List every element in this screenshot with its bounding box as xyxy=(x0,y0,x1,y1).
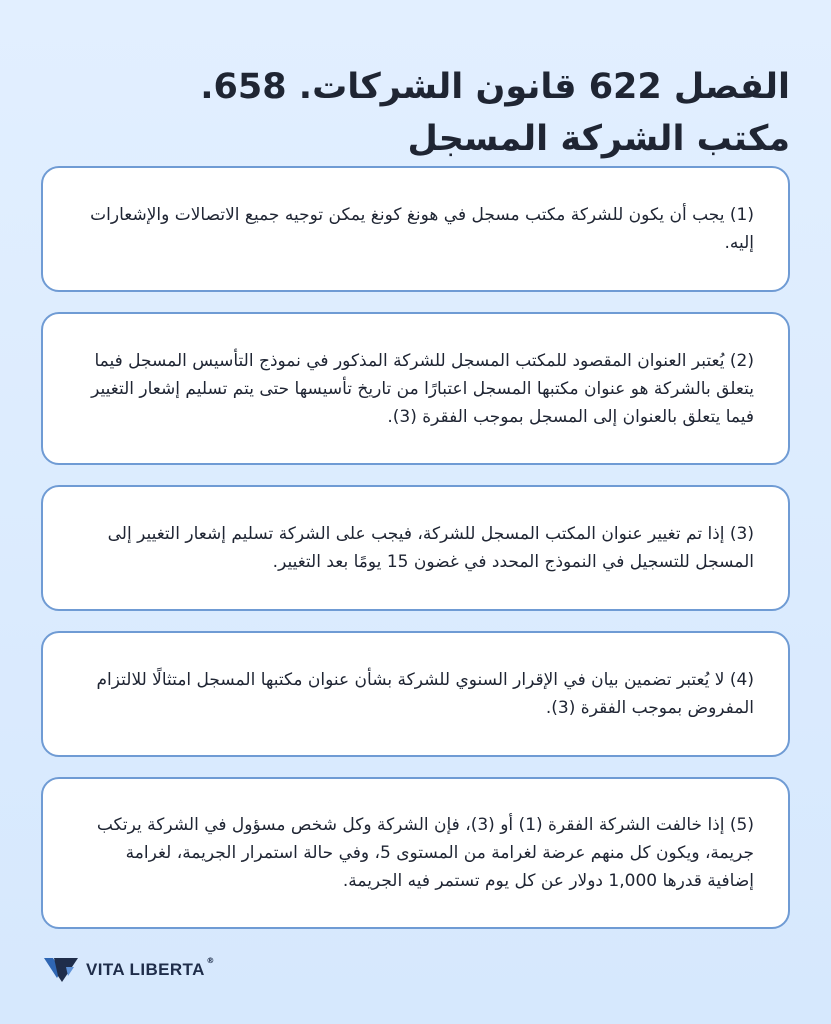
section-card-4 xyxy=(41,631,790,757)
brand-logo xyxy=(44,956,215,982)
title-line-1: الفصل 622 قانون الشركات. 658. xyxy=(200,67,790,108)
section-text-5: (5) إذا خالفت الشركة الفقرة (1) أو (3)، فإن الشركة وكل شخص مسؤول في الشركة يرتكب جريمة، ويكون كل منهم عرضة لغرامة من المستوى 5، وفي حالة استمرار الجريمة، لغرامة إضافية قدرها 1,000 دولار عن كل يوم تستمر فيه الجريمة. xyxy=(96,815,754,891)
section-card-1 xyxy=(41,166,790,292)
section-card-3 xyxy=(41,485,790,611)
page-title xyxy=(40,61,790,165)
section-card-2 xyxy=(41,312,790,465)
logo-text xyxy=(86,956,215,980)
section-text-4: (4) لا يُعتبر تضمين بيان في الإقرار السنوي للشركة بشأن عنوان مكتبها المسجل امتثالًا للالتزام المفروض بموجب الفقرة (3). xyxy=(96,670,754,718)
registered-mark: ® xyxy=(206,956,215,965)
section-text-2: (2) يُعتبر العنوان المقصود للمكتب المسجل للشركة المذكور في نموذج التأسيس المسجل فيما يتعلق بالشركة هو عنوان مكتبها المسجل اعتبارًا من تاريخ تأسيسها حتى يتم تسليم إشعار التغيير فيما يتعلق بالعنوان إلى المسجل بموجب الفقرة (3). xyxy=(91,350,754,427)
title-line-2: مكتب الشركة المسجل xyxy=(407,119,790,160)
section-text-1: (1) يجب أن يكون للشركة مكتب مسجل في هونغ كونغ يمكن توجيه جميع الاتصالات والإشعارات إليه. xyxy=(90,205,754,253)
sections-list xyxy=(41,166,790,949)
section-card-5 xyxy=(41,777,790,929)
vita-liberta-logo-icon xyxy=(44,958,78,982)
section-text-3: (3) إذا تم تغيير عنوان المكتب المسجل للشركة، فيجب على الشركة تسليم إشعار التغيير إلى المسجل للتسجيل في النموذج المحدد في غضون 15 يومًا بعد التغيير. xyxy=(107,524,754,572)
logo-wordmark: VITA LIBERTA xyxy=(86,960,205,979)
